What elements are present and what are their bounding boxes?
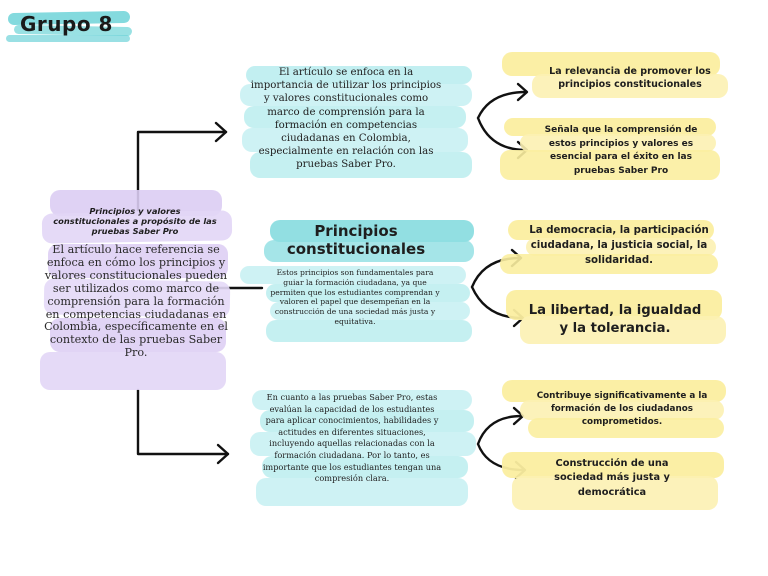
branch-1-text: El artículo se enfoca en la importancia de utilizar los principios y valores constitucionales como marco de comprensión para la formación en competencias ciudadanas en Colombia, especialmente en relación con las pruebas Saber Pro. [250, 67, 442, 171]
page-title: Grupo 8 [20, 12, 113, 36]
leaf-1a-text: La relevancia de promover los principios constitucionales [549, 66, 711, 90]
leaf-2a-text: La democracia, la participación ciudadana, la justicia social, la solidaridad. [529, 225, 709, 267]
leaf-3a-text: Contribuye significativamente a la formación de los ciudadanos comprometidos. [536, 391, 708, 428]
root-connector-down [138, 390, 228, 454]
leaf-2b-text: La libertad, la igualdad y la tolerancia. [528, 303, 702, 336]
leaf-3b-text: Construcción de una sociedad más justa y democrática [554, 458, 670, 498]
branch-2-heading: Principios constitucionales [286, 222, 426, 258]
leaf-1b-text: Señala que la comprensión de estos principios y valores es esencial para el éxito en las pruebas Saber Pro [544, 125, 698, 176]
branch-2-text: Estos principios son fundamentales para guiar la formación ciudadana, ya que permiten que los estudiantes comprendan y valoren el papel que desempeñan en la construcción de una sociedad más justa y equitativa. [270, 268, 440, 326]
branch-3-text: En cuanto a las pruebas Saber Pro, estas evalúan la capacidad de los estudiantes para aplicar conocimientos, habilidades y actitudes en diferentes situaciones, incluyendo aquellas relacionadas con la formación ciudadana. Por lo tanto, es importante que los estudiantes tengan una compresión clara. [262, 392, 442, 484]
root-body: El artículo hace referencia se enfoca en cómo los principios y valores constitucionales pueden ser utilizados como marco de comprensión para la formación en competencias ciudadanas en Colombia, específicamente en el contexto de las pruebas Saber Pro. [44, 243, 228, 360]
root-heading: Principios y valores constitucionales a propósito de las pruebas Saber Pro [53, 206, 217, 236]
